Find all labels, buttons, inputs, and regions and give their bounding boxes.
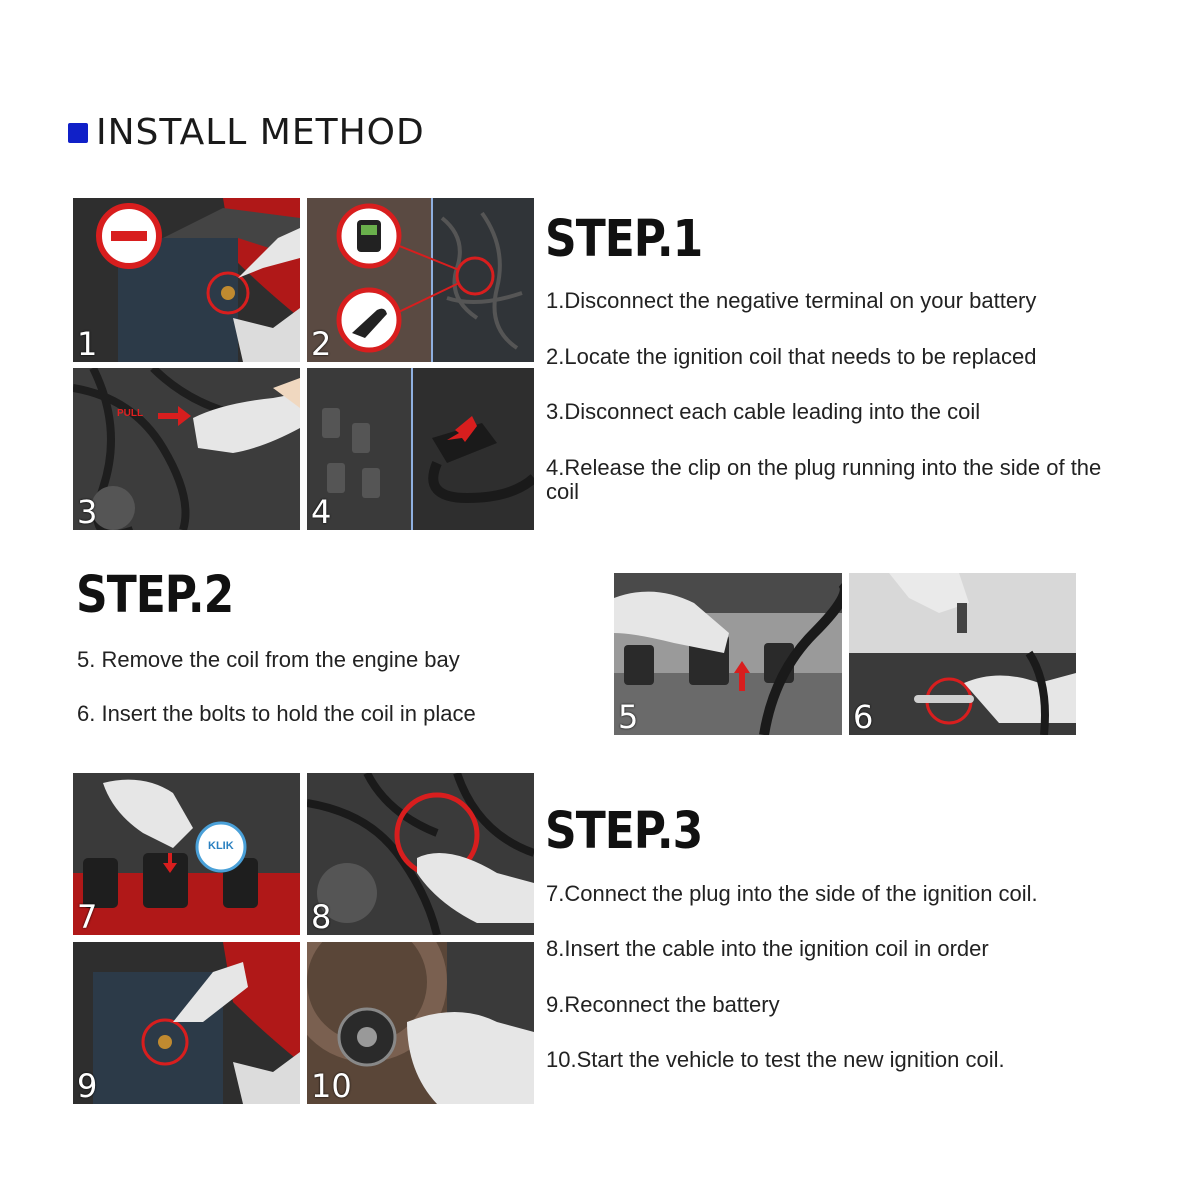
step-2-item-5: 5. Remove the coil from the engine bay xyxy=(77,647,460,672)
photo-step-1 xyxy=(73,198,300,362)
step-3-title: STEP.3 xyxy=(545,802,703,861)
photo-number: 5 xyxy=(618,698,639,735)
step-3-item-9: 9.Reconnect the battery xyxy=(546,992,780,1017)
photo-number: 2 xyxy=(311,325,332,362)
photo-step-5 xyxy=(614,573,842,735)
page-title: INSTALL METHOD xyxy=(96,112,425,153)
photo-step-3 xyxy=(73,368,300,530)
photo-step-9 xyxy=(73,942,300,1104)
section-header xyxy=(68,112,425,153)
photo-number: 8 xyxy=(311,898,332,935)
battery-terminal-illustration xyxy=(73,198,300,362)
release-clip-illustration xyxy=(307,368,534,530)
connect-plug-illustration xyxy=(73,773,300,935)
photo-number: 9 xyxy=(77,1067,98,1104)
step-2-item-6: 6. Insert the bolts to hold the coil in place xyxy=(77,701,476,726)
photo-step-6 xyxy=(849,573,1076,735)
step-3-item-10: 10.Start the vehicle to test the new ignition coil. xyxy=(546,1047,1005,1072)
photo-step-7 xyxy=(73,773,300,935)
reconnect-battery-illustration xyxy=(73,942,300,1104)
photo-number: 3 xyxy=(77,493,98,530)
remove-coil-illustration xyxy=(614,573,842,735)
step-1-item-1: 1.Disconnect the negative terminal on your battery xyxy=(546,288,1037,313)
insert-bolts-illustration xyxy=(849,573,1076,735)
photo-number: 7 xyxy=(77,898,98,935)
step-1-title: STEP.1 xyxy=(545,210,703,269)
step-3-item-8: 8.Insert the cable into the ignition coil in order xyxy=(546,936,989,961)
photo-number: 4 xyxy=(311,493,332,530)
photo-number: 6 xyxy=(853,698,874,735)
obd-scanner-icon xyxy=(357,220,381,252)
step-1-item-4: 4.Release the clip on the plug running into the side of the coil xyxy=(546,455,1102,504)
photo-step-10 xyxy=(307,942,534,1104)
step-1-item-2: 2.Locate the ignition coil that needs to be replaced xyxy=(546,344,1037,369)
step-1-item-3: 3.Disconnect each cable leading into the coil xyxy=(546,399,981,424)
locate-coil-illustration xyxy=(307,198,534,362)
photo-number: 1 xyxy=(77,325,98,362)
photo-step-8 xyxy=(307,773,534,935)
photo-step-4 xyxy=(307,368,534,530)
pull-callout-label: PULL xyxy=(117,408,144,419)
photo-step-2 xyxy=(307,198,534,362)
blue-square-bullet-icon xyxy=(68,123,88,143)
step-3-item-7: 7.Connect the plug into the side of the ignition coil. xyxy=(546,881,1038,906)
insert-cable-illustration xyxy=(307,773,534,935)
photo-number: 10 xyxy=(311,1067,352,1104)
klik-callout-label: KLIK xyxy=(208,840,234,852)
step-2-title: STEP.2 xyxy=(76,566,234,625)
pull-cable-illustration xyxy=(73,368,300,530)
